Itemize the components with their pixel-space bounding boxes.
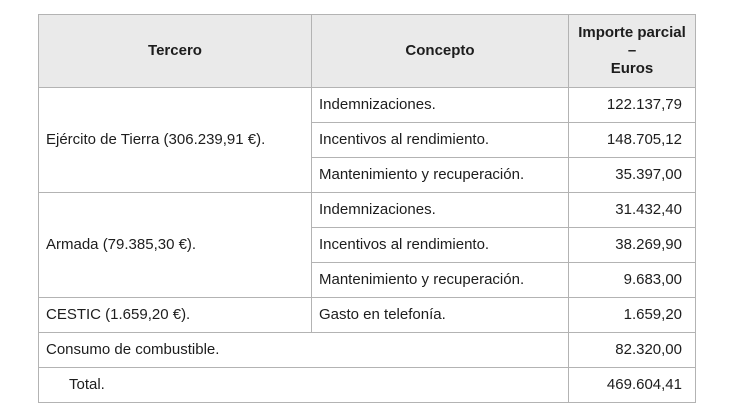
cell-concepto: Mantenimiento y recuperación. xyxy=(312,263,569,298)
cell-importe: 35.397,00 xyxy=(569,158,696,193)
cell-total-label: Total. xyxy=(39,368,569,403)
cell-total-importe: 469.604,41 xyxy=(569,368,696,403)
col-header-tercero: Tercero xyxy=(39,15,312,88)
table-header xyxy=(39,15,696,88)
cell-importe: 122.137,79 xyxy=(569,88,696,123)
cell-tercero-cestic: CESTIC (1.659,20 €). xyxy=(39,298,312,333)
cell-importe: 1.659,20 xyxy=(569,298,696,333)
col-header-importe-line3: Euros xyxy=(610,60,654,77)
cell-tercero-armada: Armada (79.385,30 €). xyxy=(39,193,312,298)
cell-concepto: Gasto en telefonía. xyxy=(312,298,569,333)
expenses-table xyxy=(38,14,696,403)
total-row xyxy=(39,368,696,403)
col-header-importe xyxy=(569,15,696,88)
table-row xyxy=(39,193,696,228)
cell-concepto: Incentivos al rendimiento. xyxy=(312,228,569,263)
cell-concepto: Indemnizaciones. xyxy=(312,193,569,228)
table-row xyxy=(39,298,696,333)
expenses-table-container xyxy=(38,14,696,403)
col-header-concepto: Concepto xyxy=(312,15,569,88)
table-body xyxy=(39,88,696,403)
col-header-importe-dash: – xyxy=(627,42,637,59)
cell-concepto: Indemnizaciones. xyxy=(312,88,569,123)
cell-importe: 148.705,12 xyxy=(569,123,696,158)
cell-tercero-ejercito: Ejército de Tierra (306.239,91 €). xyxy=(39,88,312,193)
cell-importe: 82.320,00 xyxy=(569,333,696,368)
table-row xyxy=(39,88,696,123)
cell-importe: 38.269,90 xyxy=(569,228,696,263)
cell-importe: 31.432,40 xyxy=(569,193,696,228)
cell-concepto: Incentivos al rendimiento. xyxy=(312,123,569,158)
cell-concepto: Mantenimiento y recuperación. xyxy=(312,158,569,193)
header-row xyxy=(39,15,696,88)
col-header-importe-line1: Importe parcial xyxy=(578,24,686,41)
cell-importe: 9.683,00 xyxy=(569,263,696,298)
table-row xyxy=(39,333,696,368)
cell-consumo-combustible: Consumo de combustible. xyxy=(39,333,569,368)
